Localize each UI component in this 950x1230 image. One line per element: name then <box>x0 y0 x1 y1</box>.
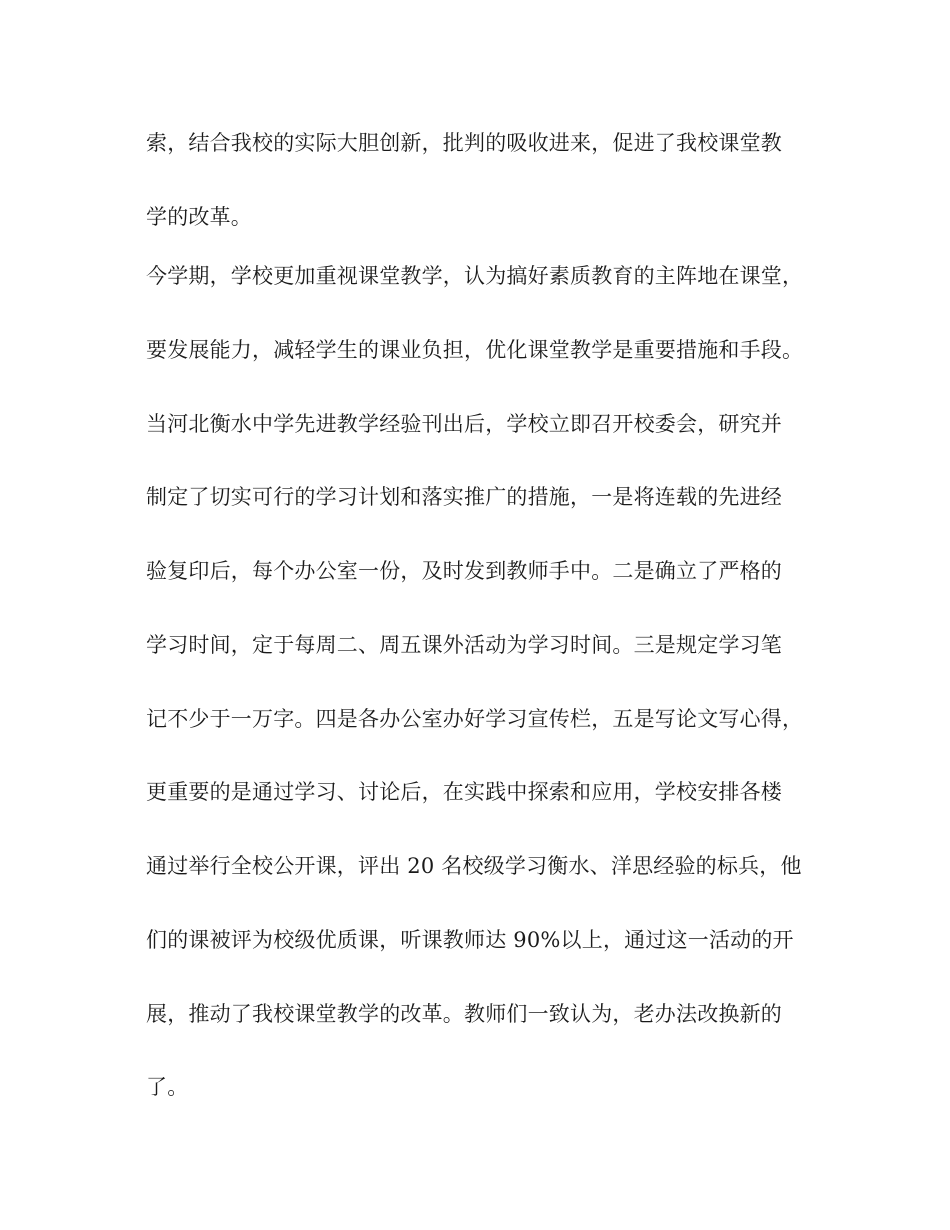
text-line: 学习时间，定于每周二、周五课外活动为学习时间。三是规定学习笔 <box>146 633 782 657</box>
text-line: 制定了切实可行的学习计划和落实推广的措施，一是将连载的先进经 <box>146 485 782 509</box>
text-line: 今学期，学校更加重视课堂教学，认为搞好素质教育的主阵地在课堂， <box>146 264 804 288</box>
text-line: 记不少于一万字。四是各办公室办好学习宣传栏，五是写论文写心得， <box>146 707 804 731</box>
text-line: 要发展能力，减轻学生的课业负担，优化课堂教学是重要措施和手段。 <box>146 338 804 362</box>
text-line: 当河北衡水中学先进教学经验刊出后，学校立即召开校委会，研究并 <box>146 412 782 436</box>
text-line: 们的课被评为校级优质课，听课教师达 90%以上，通过这一活动的开 <box>146 928 794 952</box>
text-line: 了。 <box>146 1075 189 1099</box>
text-line: 验复印后，每个办公室一份，及时发到教师手中。二是确立了严格的 <box>146 559 782 583</box>
text-line: 展，推动了我校课堂教学的改革。教师们一致认为，老办法改换新的 <box>146 1002 782 1026</box>
text-line: 索，结合我校的实际大胆创新，批判的吸收进来，促进了我校课堂教 <box>146 131 782 155</box>
text-line: 通过举行全校公开课，评出 20 名校级学习衡水、洋思经验的标兵，他 <box>146 854 802 878</box>
text-line: 学的改革。 <box>146 205 252 229</box>
text-line: 更重要的是通过学习、讨论后，在实践中探索和应用，学校安排各楼 <box>146 780 782 804</box>
